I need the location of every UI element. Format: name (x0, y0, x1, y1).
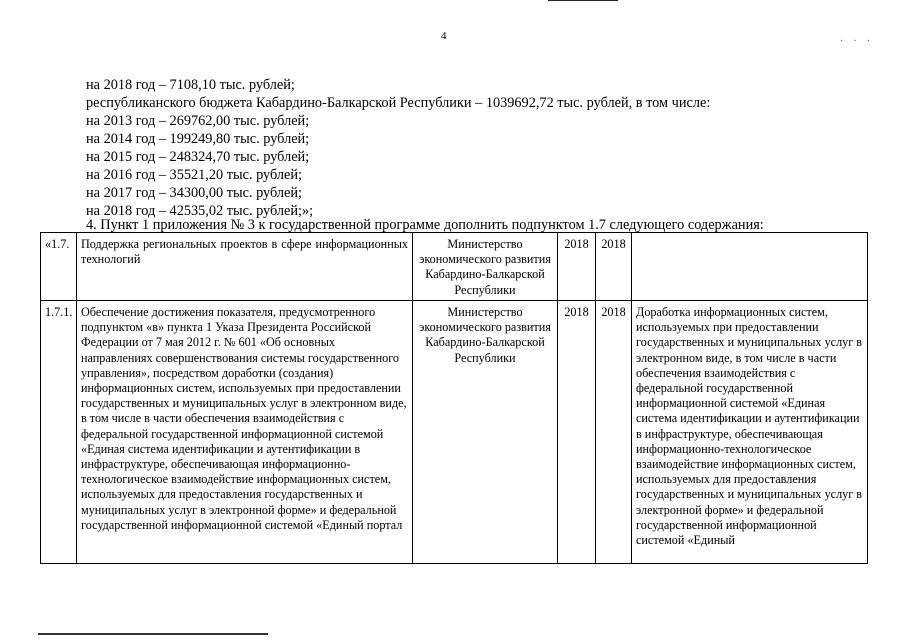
budget-line: на 2014 год – 199249,80 тыс. рублей; (86, 131, 310, 147)
table-row (41, 233, 868, 301)
item-end-year: 2018 (596, 233, 632, 301)
item-result: Доработка информационных систем, используемых при предоставлении государственных и муниципальных услуг в электронном виде, в том числе в части обеспечения взаимодействия с федеральной государственной информационной системой «Единая система идентификации и аутентификации в инфраструктуре, обеспечивающая информационно-технологическое взаимодействие информационных систем, используемых для предоставления государственных и муниципальных услуг в электронной форме» и федеральной государственной информационной системой «Единый (632, 301, 868, 564)
item-number: 1.7.1. (41, 301, 77, 564)
item-executor: Министерство экономического развития Кабардино-Балкарской Республики (413, 233, 558, 301)
item-name-text: Поддержка региональных проектов в сфере информационных технологий (81, 237, 408, 267)
item-number: «1.7. (41, 233, 77, 301)
item-start-year: 2018 (558, 233, 596, 301)
budget-line: на 2015 год – 248324,70 тыс. рублей; (86, 149, 310, 165)
budget-line: на 2016 год – 35521,20 тыс. рублей; (86, 167, 303, 183)
page-number: 4 (441, 30, 447, 42)
item-end-year: 2018 (596, 301, 632, 564)
budget-line: на 2013 год – 269762,00 тыс. рублей; (86, 113, 310, 129)
budget-line: республиканского бюджета Кабардино-Балкарской Республики – 1039692,72 тыс. рублей, в том числе: (86, 95, 711, 111)
budget-line: на 2018 год – 42535,02 тыс. рублей;»; (86, 203, 314, 219)
item-start-year: 2018 (558, 301, 596, 564)
budget-line: на 2017 год – 34300,00 тыс. рублей; (86, 185, 303, 201)
item-name (77, 233, 413, 301)
table-row (41, 301, 868, 564)
scan-artifact-dots: · · · (840, 36, 870, 47)
item-result (632, 233, 868, 301)
item-name: Обеспечение достижения показателя, предусмотренного подпунктом «в» пункта 1 Указа Президента Российской Федерации от 7 мая 2012 г. № 601 «Об основных направлениях совершенствования системы государственного управления», посредством доработки (создания) информационных систем, используемых при предоставлении государственных и муниципальных услуг в электронном виде, в том числе в части обеспечения взаимодействия с федеральной государственной информационной системой «Единая система идентификации и аутентификации в инфраструктуре, обеспечивающая информационно-технологическое взаимодействие информационных систем, используемых для предоставления государственных и муниципальных услуг в электронной форме» и федеральной государственной информационной системой «Единый портал (77, 301, 413, 564)
budget-line: на 2018 год – 7108,10 тыс. рублей; (86, 77, 295, 93)
scan-artifact-top (548, 0, 618, 1)
budget-lines (86, 76, 876, 220)
scan-artifact-bottom (38, 633, 268, 635)
program-table (40, 232, 868, 564)
item-executor: Министерство экономического развития Кабардино-Балкарской Республики (413, 301, 558, 564)
amendment-paragraph: 4. Пункт 1 приложения № 3 к государственной программе дополнить подпунктом 1.7 следующего содержания: (86, 217, 764, 233)
